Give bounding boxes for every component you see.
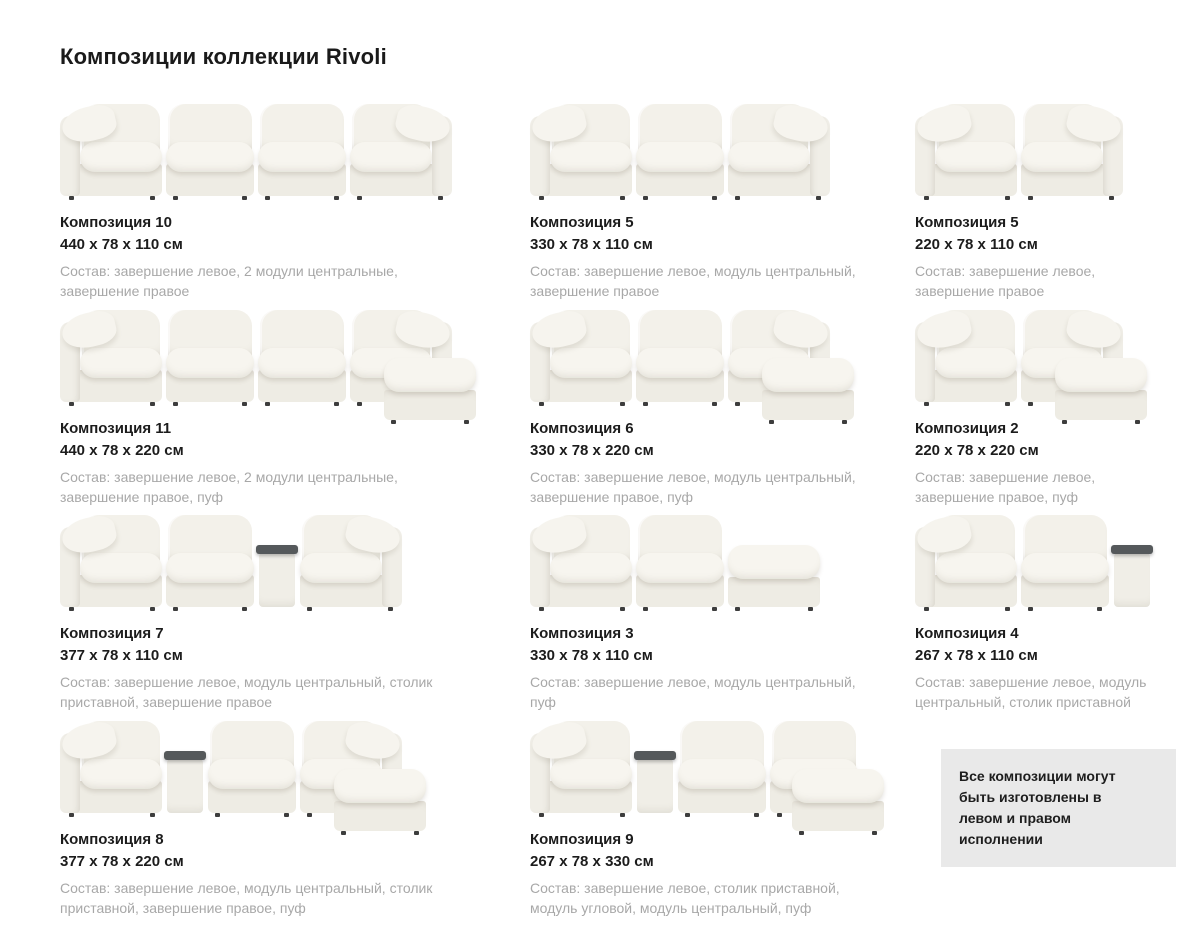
sofa-illustration	[60, 306, 478, 402]
composition-structure: Состав: завершение левое, модуль центральный, столик приставной, завершение правое	[60, 674, 433, 711]
seat-cushion	[550, 348, 632, 378]
sofa-illustration	[60, 511, 402, 607]
seat-cushion	[208, 759, 296, 789]
seat-cushion	[1021, 142, 1103, 172]
composition-structure: Состав: завершение левое, модуль центральный, столик приставной	[915, 674, 1147, 711]
composition-name: Композиция 10	[60, 214, 172, 231]
composition-dimensions: 440 x 78 x 110 см	[60, 236, 183, 253]
composition-card	[915, 96, 1200, 302]
sofa-image	[530, 302, 887, 402]
sofa-image	[60, 302, 502, 402]
seat-cushion	[550, 759, 632, 789]
note-box	[941, 749, 1176, 867]
sofa-module-table	[164, 751, 206, 813]
seat-cushion	[1021, 553, 1109, 583]
sofa-module-endL	[60, 104, 164, 196]
composition-dimensions: 267 x 78 x 110 см	[915, 647, 1038, 665]
seat-cushion	[636, 553, 724, 583]
composition-name: Композиция 11	[60, 419, 172, 437]
table-top	[256, 545, 298, 554]
sofa-illustration	[530, 511, 822, 607]
composition-dimensions: 330 x 78 x 110 см	[530, 647, 653, 665]
table-body	[637, 759, 673, 813]
composition-name: Композиция 4	[915, 625, 1019, 643]
table-top	[164, 751, 206, 760]
sofa-image	[530, 96, 887, 196]
pouf-cushion	[384, 358, 476, 392]
composition-name: Композиция 6	[530, 419, 634, 437]
sofa-module-endR	[726, 104, 830, 196]
seat-cushion	[350, 142, 432, 172]
seat-cushion	[80, 348, 162, 378]
compositions-grid	[60, 96, 1200, 918]
composition-name: Композиция 2	[915, 419, 1019, 437]
pouf-base	[792, 801, 884, 831]
sofa-module-mid	[634, 310, 726, 402]
sofa-illustration	[530, 100, 830, 196]
sofa-module-mid	[1019, 515, 1111, 607]
composition-structure: Состав: завершение левое, модуль центральный, пуф	[530, 674, 856, 711]
sofa-image	[530, 507, 887, 607]
pouf-base	[762, 390, 854, 420]
pouf-base	[334, 801, 426, 831]
sofa-module-endR	[348, 104, 452, 196]
seat-cushion	[550, 142, 632, 172]
sofa-illustration	[530, 717, 886, 813]
composition-card	[60, 507, 530, 713]
sofa-image	[915, 507, 1172, 607]
note-text: Все композиции могут быть изготовлены в левом и правом исполнении	[959, 767, 1116, 847]
sofa-module-mid	[256, 104, 348, 196]
composition-card	[530, 96, 915, 302]
sofa-module-table	[1111, 545, 1153, 607]
sofa-module-mid	[164, 310, 256, 402]
seat-cushion	[166, 348, 254, 378]
pouf-cushion	[334, 769, 426, 803]
composition-dimensions: 377 x 78 x 110 см	[60, 647, 183, 665]
sofa-image	[60, 96, 502, 196]
seat-cushion	[636, 348, 724, 378]
composition-name: Композиция 7	[60, 625, 164, 643]
composition-card	[60, 302, 530, 508]
sofa-illustration	[915, 511, 1153, 607]
sofa-module-mid	[164, 515, 256, 607]
sofa-module-mid	[206, 721, 298, 813]
sofa-module-poufFront	[382, 358, 478, 420]
pouf-base	[728, 577, 820, 607]
composition-name: Композиция 8	[60, 830, 164, 848]
seat-cushion	[166, 553, 254, 583]
sofa-image	[60, 713, 502, 813]
seat-cushion	[258, 348, 346, 378]
composition-structure: Состав: завершение левое, завершение правое	[915, 263, 1096, 300]
seat-cushion	[258, 142, 346, 172]
seat-cushion	[935, 348, 1017, 378]
sofa-module-endL	[915, 310, 1019, 402]
composition-structure: Состав: завершение левое, столик приставной, модуль угловой, модуль центральный, пуф	[530, 879, 840, 917]
sofa-illustration	[60, 717, 428, 813]
seat-cushion	[728, 142, 810, 172]
sofa-image	[60, 507, 502, 607]
seat-cushion	[550, 553, 632, 583]
seat-cushion	[300, 553, 382, 583]
seat-cushion	[80, 759, 162, 789]
composition-dimensions: 220 x 78 x 220 см	[915, 441, 1039, 459]
sofa-module-endL	[530, 310, 634, 402]
composition-dimensions: 267 x 78 x 330 см	[530, 852, 654, 870]
composition-card	[915, 302, 1200, 508]
sofa-module-poufFront	[790, 769, 886, 831]
pouf-cushion	[728, 545, 820, 579]
sofa-module-endL	[60, 310, 164, 402]
composition-name: Композиция 5	[530, 214, 634, 231]
composition-dimensions: 220 x 78 x 110 см	[915, 236, 1038, 253]
composition-card	[60, 713, 530, 919]
page-title: Композиции коллекции Rivoli	[60, 44, 387, 69]
composition-card	[530, 713, 915, 919]
composition-structure: Состав: завершение левое, завершение правое, пуф	[915, 468, 1096, 505]
sofa-module-endR	[1019, 104, 1123, 196]
composition-card	[530, 507, 915, 713]
pouf-cushion	[1055, 358, 1147, 392]
sofa-module-pouf	[726, 545, 822, 607]
sofa-module-endL	[915, 515, 1019, 607]
composition-card	[530, 302, 915, 508]
sofa-module-endR	[298, 515, 402, 607]
sofa-module-mid	[164, 104, 256, 196]
sofa-image	[915, 302, 1172, 402]
seat-cushion	[935, 553, 1017, 583]
composition-structure: Состав: завершение левое, модуль центральный, завершение правое, пуф	[530, 468, 856, 505]
sofa-module-endL	[530, 721, 634, 813]
sofa-illustration	[915, 306, 1149, 402]
composition-card	[60, 96, 530, 302]
pouf-cushion	[762, 358, 854, 392]
composition-name: Композиция 3	[530, 625, 634, 643]
composition-name: Композиция 9	[530, 830, 634, 848]
sofa-illustration	[530, 306, 856, 402]
composition-dimensions: 330 x 78 x 110 см	[530, 236, 653, 253]
seat-cushion	[80, 553, 162, 583]
seat-cushion	[80, 142, 162, 172]
composition-structure: Состав: завершение левое, модуль центральный, завершение правое	[530, 263, 856, 300]
table-top	[1111, 545, 1153, 554]
sofa-module-table	[256, 545, 298, 607]
catalog-page	[0, 44, 1200, 918]
table-body	[259, 553, 295, 607]
pouf-base	[1055, 390, 1147, 420]
sofa-illustration	[915, 100, 1123, 196]
composition-structure: Состав: завершение левое, модуль центральный, столик приставной, завершение правое, пуф	[60, 879, 433, 917]
sofa-module-table	[634, 751, 676, 813]
sofa-module-mid	[634, 515, 726, 607]
sofa-module-mid	[256, 310, 348, 402]
table-body	[1114, 553, 1150, 607]
composition-dimensions: 377 x 78 x 220 см	[60, 852, 184, 870]
sofa-module-mid	[634, 104, 726, 196]
composition-dimensions: 330 x 78 x 220 см	[530, 441, 654, 459]
sofa-image	[530, 713, 887, 813]
pouf-cushion	[792, 769, 884, 803]
sofa-module-endL	[60, 721, 164, 813]
sofa-illustration	[60, 100, 452, 196]
seat-cushion	[166, 142, 254, 172]
sofa-module-endL	[530, 104, 634, 196]
seat-cushion	[935, 142, 1017, 172]
sofa-module-endL	[915, 104, 1019, 196]
sofa-module-poufFront	[332, 769, 428, 831]
sofa-module-endL	[530, 515, 634, 607]
composition-card	[915, 507, 1200, 713]
seat-cushion	[636, 142, 724, 172]
sofa-module-poufFront	[1053, 358, 1149, 420]
composition-name: Композиция 5	[915, 214, 1019, 231]
composition-structure: Состав: завершение левое, 2 модули центральные, завершение правое	[60, 263, 398, 300]
sofa-module-corner	[676, 721, 768, 813]
sofa-module-endL	[60, 515, 164, 607]
seat-cushion	[678, 759, 766, 789]
table-body	[167, 759, 203, 813]
sofa-module-poufFront	[760, 358, 856, 420]
sofa-image	[915, 96, 1172, 196]
pouf-base	[384, 390, 476, 420]
composition-dimensions: 440 x 78 x 220 см	[60, 441, 184, 459]
table-top	[634, 751, 676, 760]
composition-structure: Состав: завершение левое, 2 модули центральные, завершение правое, пуф	[60, 468, 398, 505]
